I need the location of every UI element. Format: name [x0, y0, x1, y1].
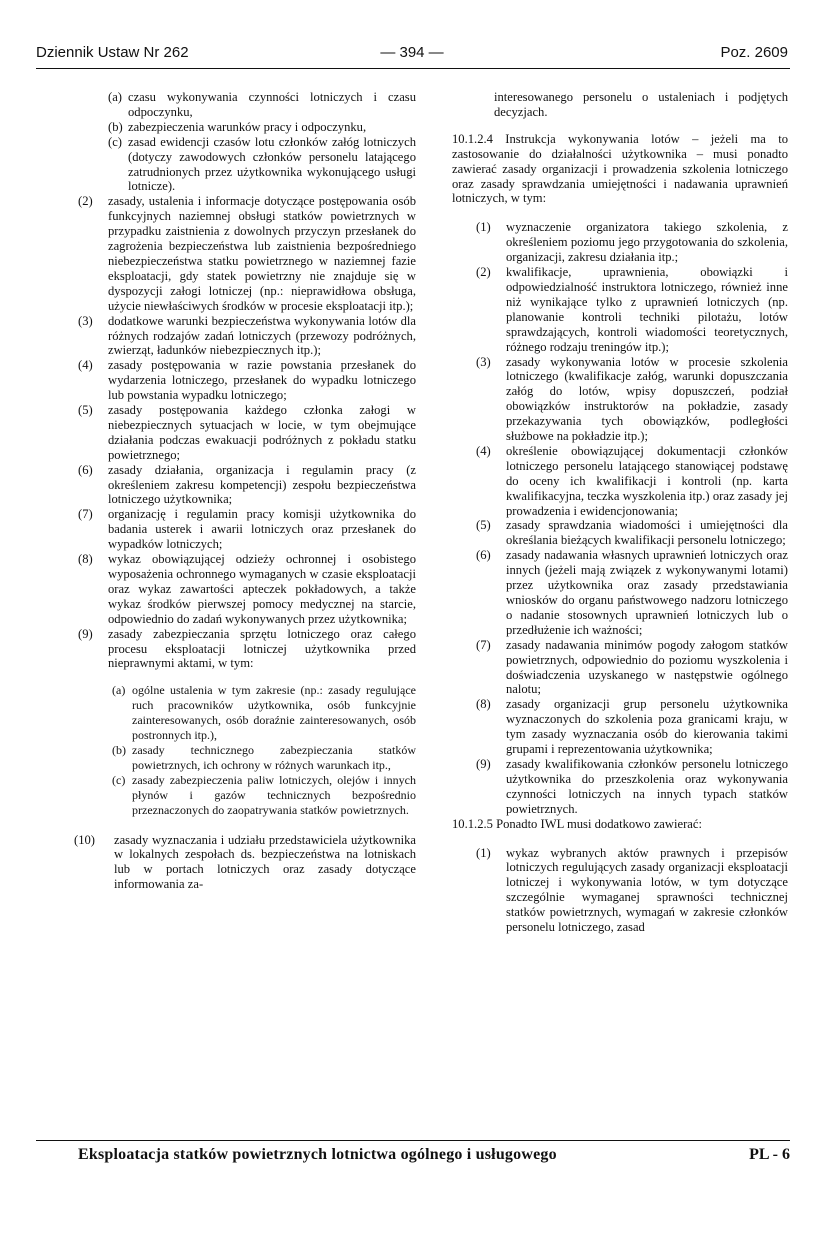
- list-item: (2) zasady, ustalenia i informacje dotyczące postępowania osób funkcyjnych naziemnej obsługi statków powietrznych w przypadku zaistnienia z dowolnych przyczyn przesłanek do zagrożenia bezpieczeństwa lub zaistnienia bezpośredniego niebezpieczeństwa statku powietrznego w naziemnej fazie eksploatacji, gdy statek powietrzny nie znajduje się w dyspozycji załogi lotniczej (np.: nieprawidłowa obsługa, użycie niewłaściwych środków w procesie eksploatacji itp.);: [78, 194, 416, 313]
- section-10-1-2-5: 10.1.2.5 Ponadto IWL musi dodatkowo zawierać:: [452, 816, 702, 831]
- item-reference: Poz. 2609: [720, 44, 788, 61]
- right-column: [452, 90, 788, 935]
- list-item: (6) zasady działania, organizacja i regulamin pracy (z określeniem zakresu kompetencji) zespołu bezpieczeństwa lotniczego użytkownika;: [78, 462, 416, 507]
- list-item: (7) organizację i regulamin pracy komisji użytkownika do badania usterek i awarii lotniczych oraz przesłanek do wypadków lotniczych;: [78, 507, 416, 552]
- page-header: [36, 44, 788, 68]
- list-item: (b) zasady technicznego zabezpieczania statków powietrznych, ich ochrony w różnych warunkach itp.,: [112, 742, 416, 772]
- list-item: (c) zasady zabezpieczenia paliw lotniczych, olejów i innych płynów i gazów technicznych bezpośrednio przeznaczonych do zaopatrywania statków powietrznych.: [112, 772, 416, 817]
- page-number: — 394 —: [380, 44, 444, 61]
- list-item: (a) czasu wykonywania czynności lotniczych i czasu odpoczynku,: [108, 90, 416, 119]
- list-item: (9) zasady zabezpieczania sprzętu lotniczego oraz całego procesu eksploatacji lotniczej użytkownika przed nieprawnymi aktami, w tym:: [78, 626, 416, 671]
- list-item: (4) zasady postępowania w razie powstania przesłanek do wydarzenia lotniczego, przesłanek do wypadku lotniczego lub powstania wypadku lotniczego;: [78, 358, 416, 403]
- list-item: (c) zasad ewidencji czasów lotu członków załóg lotniczych (dotyczy zawodowych członków personelu latającego zatrudnionych przez użytkownika wykonującego usługi lotnicze).: [108, 134, 416, 194]
- list-item: (3) dodatkowe warunki bezpieczeństwa wykonywania lotów dla różnych rodzajów zadań lotniczych (przewozy podróżnych, zwierząt, ładunków niebezpiecznych itp.);: [78, 313, 416, 358]
- journal-title: Dziennik Ustaw Nr 262: [36, 44, 189, 61]
- list-item: (2) kwalifikacje, uprawnienia, obowiązki i odpowiedzialność instruktora lotniczego, również inne niż wynikające tylko z uprawnień lotniczych (np. planowanie kontroli techniki pilotażu, lotów sprawdzających, kontroli wiadomości teoretycznych, różnego rodzaju treningów itp.);: [476, 265, 788, 354]
- footer-rule: [36, 1140, 790, 1141]
- continuation-text: interesowanego personelu o ustaleniach i podjętych decyzjach.: [494, 90, 788, 119]
- list-item: (9) zasady kwalifikowania członków personelu lotniczego użytkownika do przeszkolenia oraz wykonywania czynności lotniczych na innych typach statków powietrznych.: [476, 756, 788, 816]
- section-10-1-2-4: 10.1.2.4 Instrukcja wykonywania lotów – jeżeli ma to zastosowanie do działalności użytkownika – musi ponadto zawierać zasady organizacji i prowadzenia szkolenia lotniczego oraz zasady sprawdzania umiejętności i nadawania uprawnień lotniczych, w tym:: [452, 131, 788, 206]
- list-item: (5) zasady sprawdzania wiadomości i umiejętności dla określania bieżących kwalifikacji personelu lotniczego;: [476, 518, 788, 548]
- list-item: (3) zasady wykonywania lotów w procesie szkolenia lotniczego (kwalifikacje załóg, warunki dopuszczania załóg do lotów, wpisy dopuszczeń, podział obowiązków instruktorów na pokładzie, zasady przekazywania tych obowiązków, podległości służbowe na pokładzie itp.);: [476, 354, 788, 444]
- footer-page-code: PL - 6: [749, 1146, 790, 1163]
- list-item: (1) wyznaczenie organizatora takiego szkolenia, z określeniem poziomu jego przygotowania do szkolenia, organizacji, zakresu działania itp.;: [476, 220, 788, 265]
- list-item: (6) zasady nadawania własnych uprawnień lotniczych oraz innych (jeżeli mają związek z wykonywanymi lotami) przez użytkownika oraz zasady przedstawiania wniosków do organu państwowego nadzoru lotniczego o nadanie stosownych uprawnień lotniczych lub o przedłużenie ich ważności;: [476, 548, 788, 637]
- list-item: (1) wykaz wybranych aktów prawnych i przepisów lotniczych regulujących zasady organizacji eksploatacji lotniczej i wykonywania lotów, w tym dotyczące szczególnie wymaganej sprawności technicznej statków powietrznych, wymagań w zakresie członków personelu lotniczego, zasad: [476, 845, 788, 935]
- list-item: (8) wykaz obowiązującej odzieży ochronnej i osobistego wyposażenia ochronnego wymaganych w czasie eksploatacji oraz wykaz zawartości apteczek pokładowych, a także wykaz środków pierwszej pomocy medycznej na starcie, odpowiednio do zadań wykonywanych przez użytkownika;: [78, 552, 416, 626]
- list-item: (7) zasady nadawania minimów pogody załogom statków powietrznych, odpowiednio do poziomu wyszkolenia i doświadczenia uzyskanego w następstwie ogólnego nalotu;: [476, 637, 788, 697]
- list-item: (4) określenie obowiązującej dokumentacji członków lotniczego personelu latającego stanowiącej podstawę do oceny ich kwalifikacji i kontroli (np. karta kwalifikacyjna, teczka wyszkolenia itp.) oraz zasady jej prowadzenia i ewidencjonowania;: [476, 443, 788, 518]
- left-column: [74, 90, 416, 892]
- list-item: (10) zasady wyznaczania i udziału przedstawiciela użytkownika w lokalnych zespołach ds. bezpieczeństwa na lotniskach lub w portach lotniczych oraz zasady dotyczące informowania za-: [74, 832, 416, 892]
- header-rule: [36, 68, 790, 69]
- list-item: (8) zasady organizacji grup personelu użytkownika wyznaczonych do szkolenia poza granicami kraju, w tym zasady wyznaczania osób do kierowania takimi grupami i reprezentowania użytkownika;: [476, 697, 788, 757]
- footer-title: Eksploatacja statków powietrznych lotnictwa ogólnego i usługowego: [78, 1146, 557, 1163]
- list-item: (a) ogólne ustalenia w tym zakresie (np.: zasady regulujące ruch pracowników użytkownika, osób funkcyjnie zainteresowanych, osób doraźnie zainteresowanych, osób postronnych itp.),: [112, 683, 416, 743]
- list-item: (b) zabezpieczenia warunków pracy i odpoczynku,: [108, 119, 367, 134]
- list-item: (5) zasady postępowania każdego członka załogi w niebezpiecznych sytuacjach w locie, w tym obejmujące działania podczas ewakuacji podróżnych z pokładu statku powietrznego;: [78, 403, 416, 462]
